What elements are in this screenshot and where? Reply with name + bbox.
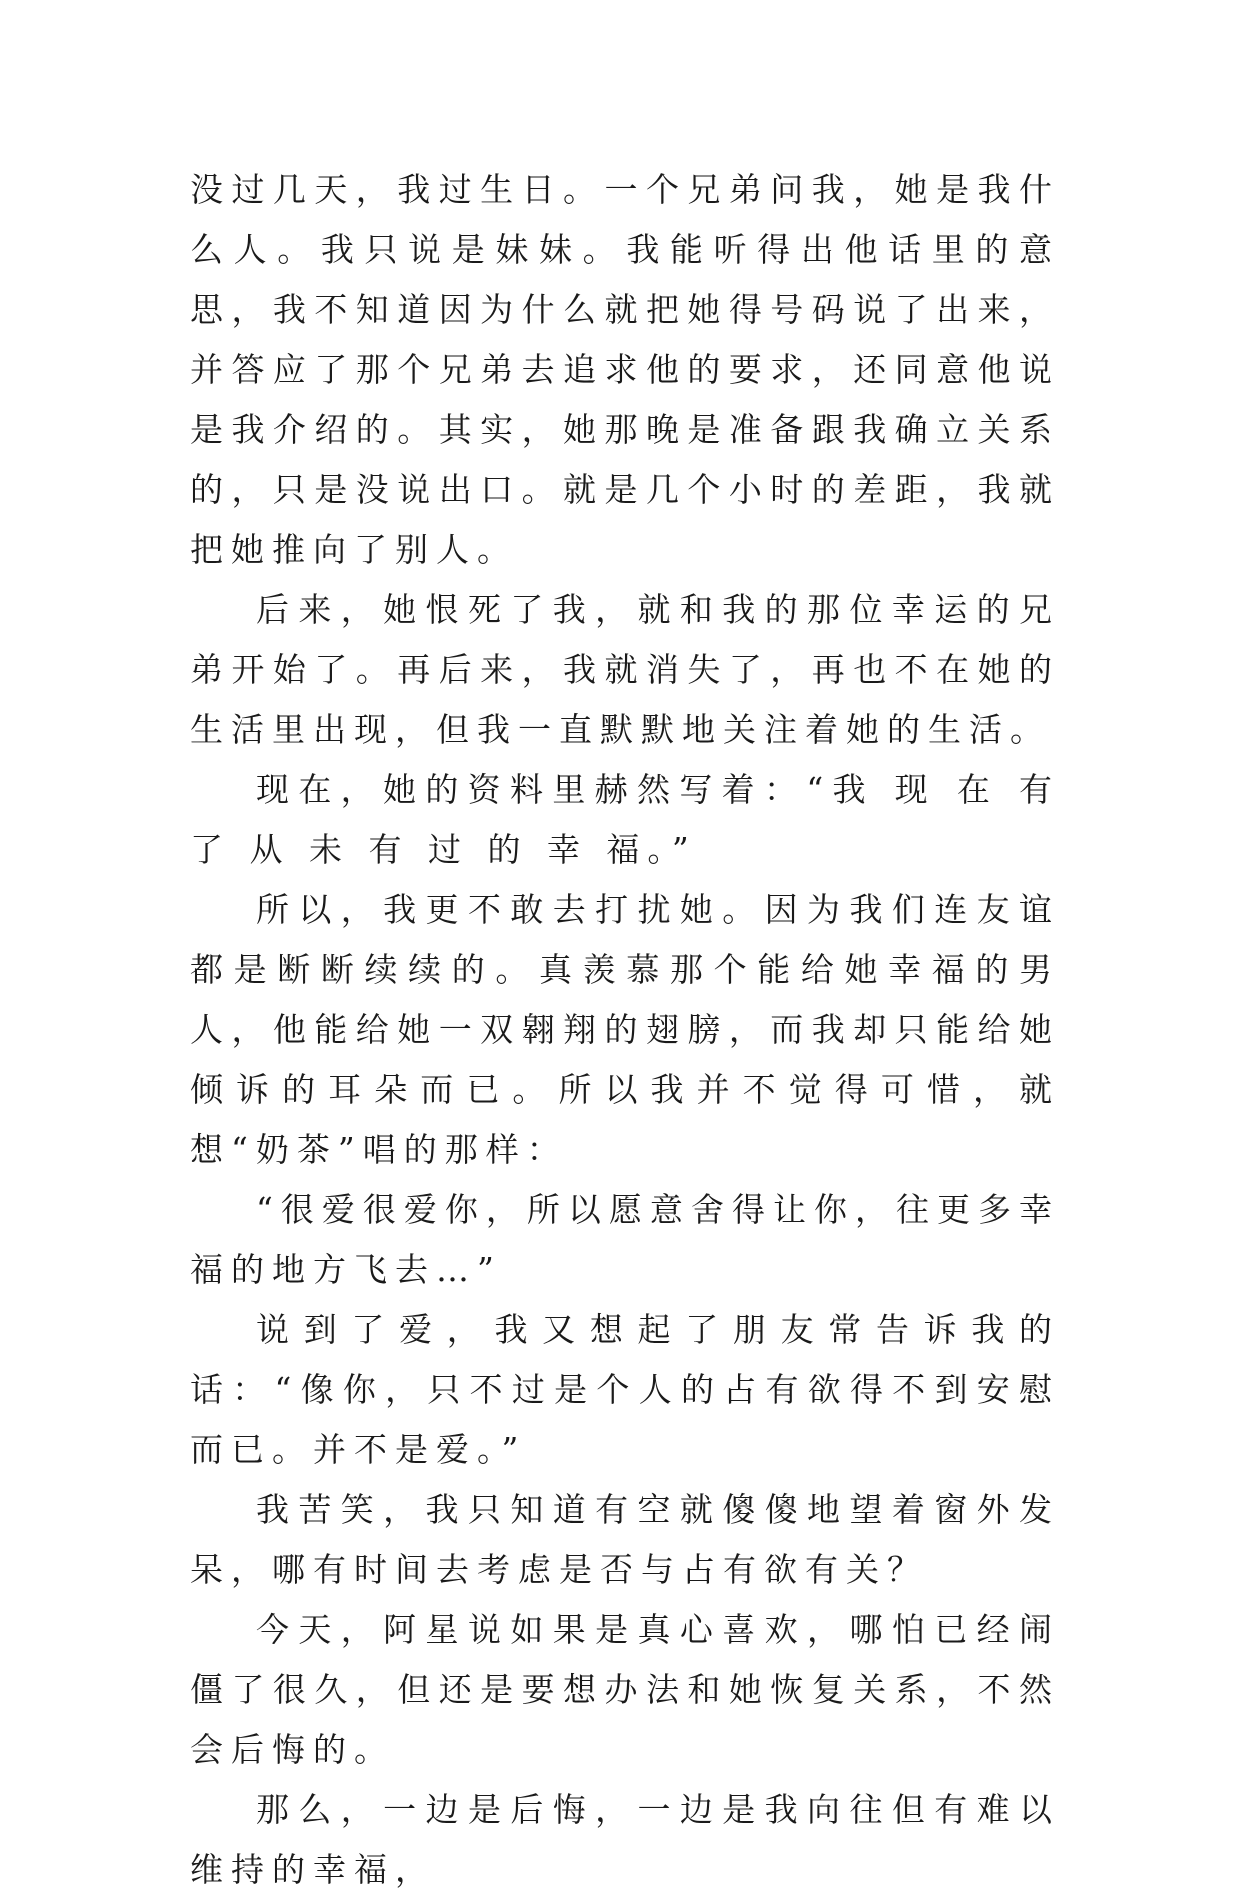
- paragraph-9: 那么，一边是后悔，一边是我向往但有难以维持的幸福，: [190, 1790, 1060, 1889]
- paragraph-8: 今天，阿星说如果是真心喜欢，哪怕已经闹僵了很久，但还是要想办法和她恢复关系，不然会后悔的。: [190, 1610, 1060, 1769]
- paragraph-6: 说到了爱，我又想起了朋友常告诉我的话：“像你，只不过是个人的占有欲得不到安慰而已。并不是爱。”: [190, 1310, 1060, 1469]
- paragraph-4: 所以，我更不敢去打扰她。因为我们连友谊都是断断续续的。真羡慕那个能给她幸福的男人，他能给她一双翱翔的翅膀，而我却只能给她倾诉的耳朵而已。所以我并不觉得可惜，就想“奶茶”唱的那样：: [190, 890, 1060, 1169]
- paragraph-5-quote: “很爱很爱你，所以愿意舍得让你，往更多幸福的地方飞去…”: [190, 1190, 1060, 1289]
- document-page: [190, 160, 1060, 1900]
- paragraph-1: 没过几天，我过生日。一个兄弟问我，她是我什么人。我只说是妹妹。我能听得出他话里的意思，我不知道因为什么就把她得号码说了出来，并答应了那个兄弟去追求他的要求，还同意他说是我介绍的。其实，她那晚是准备跟我确立关系的，只是没说出口。就是几个小时的差距，我就把她推向了别人。: [190, 170, 1060, 569]
- paragraph-7: 我苦笑，我只知道有空就傻傻地望着窗外发呆，哪有时间去考虑是否与占有欲有关？: [190, 1490, 1060, 1589]
- paragraph-2: 后来，她恨死了我，就和我的那位幸运的兄弟开始了。再后来，我就消失了，再也不在她的生活里出现，但我一直默默地关注着她的生活。: [190, 590, 1060, 749]
- paragraph-3: 现在，她的资料里赫然写着：“我 现 在 有 了 从 未 有 过 的 幸 福。”: [190, 770, 1060, 869]
